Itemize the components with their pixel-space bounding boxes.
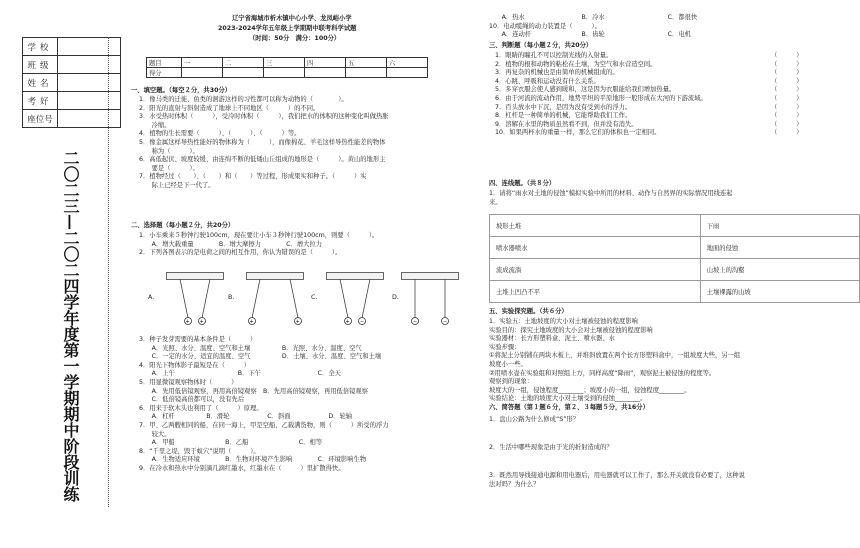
judge-item: 2．植物的根和动物的粘松在土壤，为空气和水营造空间。 （ ） bbox=[495, 60, 803, 68]
q2-line: 3．种子发芽需要的基本条件是（ ） bbox=[139, 336, 257, 343]
info-field-exam-no[interactable] bbox=[58, 92, 121, 110]
q2-line: 较大。 bbox=[139, 430, 171, 438]
q2-line: 6．用来于软木头也利用了（ ）原理。 bbox=[139, 404, 263, 412]
score-cell[interactable] bbox=[346, 68, 387, 78]
conn-right-item[interactable]: 下雨 bbox=[700, 215, 859, 237]
score-cell[interactable] bbox=[305, 68, 346, 78]
q1-line: 际上已经是下一代了。 bbox=[139, 181, 215, 189]
sec5-line: 1．实验五：土地坡度的大小对土壤被侵蚀的程度影响 bbox=[489, 318, 638, 325]
svg-text:−: − bbox=[443, 319, 448, 325]
score-header: 题目 bbox=[147, 58, 182, 68]
svg-text:+: + bbox=[345, 319, 350, 325]
sec5-line: 实验目的：探究土地坡度的大小会对土壤被侵蚀的程度影响 bbox=[489, 326, 653, 334]
judge-answer-box[interactable]: （ ） bbox=[771, 103, 803, 111]
info-label-name: 姓名 bbox=[23, 74, 58, 92]
q2-line: 2．下列各图表示的是电荷之间的相互作用，你认为错误的是（ ）。 bbox=[139, 249, 342, 257]
charge-diagram bbox=[146, 266, 466, 336]
diagram-d-strings bbox=[401, 266, 459, 330]
section-2-questions-top bbox=[139, 232, 378, 258]
q-line: A．连动杆 B．齿轮 C．电机 bbox=[489, 31, 691, 39]
score-cell[interactable] bbox=[223, 68, 264, 78]
svg-text:+: + bbox=[185, 319, 190, 325]
judge-item: 10．如果两杯水的重量一样，那么它们的体积也一定相同。 （ ） bbox=[495, 129, 803, 137]
judge-item: 6．由于河流的流动作用，地势平坦的平原地形一般形成在大河的下游流域。 （ ） bbox=[495, 94, 803, 102]
sec5-line: ②用喷水壶在实验组和对照组上方，同样高度“降雨”，观察泥土被侵蚀的程度等。 bbox=[489, 369, 716, 377]
judge-item: 9．溶解在水里的物质虽然看不到，但并没有消失。 （ ） bbox=[495, 120, 803, 128]
diagram-label-c: C. bbox=[311, 294, 318, 301]
judge-item: 5．多穿衣服会使人感到暖和，这是因为衣服能给我们增加热量。 （ ） bbox=[495, 86, 803, 94]
sec6-q2: 2．生活中哪些现象是由于光的折射造成的？ bbox=[489, 444, 613, 451]
section-6-title: 六、简答题（第１题６分，第２、３每题５分，共16分） bbox=[489, 404, 649, 411]
section-1-title: 一、填空题。（每空２分，共30分） bbox=[131, 87, 232, 94]
q1-line: 称为（ ）。 bbox=[139, 147, 199, 155]
judge-item: 3．再复杂的机械也是由简单的机械组成的。 （ ） bbox=[495, 69, 803, 77]
score-col-1: 一 bbox=[182, 58, 223, 68]
sec5-line: 观察到的现象： bbox=[489, 378, 534, 386]
score-table bbox=[146, 57, 428, 78]
school-name: 辽宁省海城市析木镇中心小学、龙凤峪小学 bbox=[232, 15, 352, 22]
q1-line: 5．像金属这样导热性能好的物体称为（ ），而像棉花、羊毛这样导热性能差的物体 bbox=[139, 138, 386, 146]
svg-text:−: − bbox=[413, 319, 418, 325]
q2-line: C．低倍镜高倍都可以，没有先后 bbox=[139, 396, 245, 404]
judge-answer-box[interactable]: （ ） bbox=[771, 60, 803, 68]
score-col-5: 五 bbox=[346, 58, 387, 68]
q2-line: 7．甲、乙两艘相同的船，在同一海上，甲是空船，乙载满货物，则（ ）所受的浮力 bbox=[139, 421, 389, 429]
q2-line: 8．“千里之堤，毁于蚁穴”说明（ ）。 bbox=[139, 447, 260, 455]
exam-meta: （时间：50分 满分：100分） bbox=[249, 35, 341, 42]
judge-answer-box[interactable]: （ ） bbox=[771, 112, 803, 120]
diagram-d bbox=[401, 266, 459, 328]
score-col-2: 二 bbox=[223, 58, 264, 68]
score-col-3: 三 bbox=[264, 58, 305, 68]
section-5-body bbox=[489, 318, 740, 404]
conn-right-item[interactable]: 土壤裸露的山坡 bbox=[700, 281, 859, 303]
conn-left-item[interactable]: 坡形土堆 bbox=[490, 215, 701, 237]
svg-text:+: + bbox=[295, 319, 300, 325]
conn-right-item[interactable]: 地面的侵蚀 bbox=[700, 237, 859, 259]
section-4-intro-line: 来。 bbox=[489, 198, 502, 206]
info-field-seat[interactable] bbox=[58, 110, 121, 128]
diagram-label-a: A. bbox=[148, 294, 155, 301]
judge-item: 1．眼睛的瞳孔不可以控制光线的入射量。 （ ） bbox=[495, 52, 803, 59]
q1-line: 1．像马类的迁徙、鱼类的洄游这样的习性都可以称为动物的（ ）。 bbox=[139, 96, 348, 103]
section-4-intro-line: 1．请将“雨水对土地的侵蚀”模拟实验中所用的材料、动作与自然界的实际情况用线连起 bbox=[489, 190, 733, 197]
section-4-title: 四、连线题。（共８分） bbox=[489, 180, 556, 187]
q2-line: A．上午 B．下午 C．全天 bbox=[139, 370, 341, 378]
q2-line: A．生物适应环境 B．生物对环境产生影响 C．环境影响生物 bbox=[139, 456, 367, 464]
sec6-q3-line2: 法对吗？为什么？ bbox=[489, 481, 540, 488]
diagram-c bbox=[326, 266, 384, 328]
q1-line: 7．植物经过（ ）、（ ）和（ ）等过程，形成果实和种子。（ ）实 bbox=[139, 173, 367, 181]
binding-line bbox=[108, 37, 109, 507]
q-line: A．热水 B．冷水 C．都很快 bbox=[489, 14, 698, 21]
side-banner: 二〇二三—二〇二四学年度第一学期期中阶段训练 bbox=[61, 150, 80, 502]
diagram-b-strings bbox=[246, 266, 304, 330]
q2-line: 5．用显微镜观察物体时（ ） bbox=[139, 378, 238, 386]
sec6-q3-line1: 3．既然用导线接通电源和用电器后，用电器就可以工作了，那么开关就没有必要了，这种说 bbox=[489, 472, 745, 479]
sec5-line: 实验结论：土地的坡度大小对土壤受到的侵蚀________。 bbox=[489, 395, 647, 403]
diagram-label-b: B. bbox=[228, 294, 235, 301]
conn-left-item[interactable]: 流成流淌 bbox=[490, 259, 701, 281]
q1-line: 3．水受热时体积（ ），受冷时体积（ ），我们把水的体积的这种变化叫做热胀 bbox=[139, 113, 389, 121]
q1-line: 冷缩。 bbox=[139, 121, 171, 129]
score-cell[interactable] bbox=[182, 68, 223, 78]
info-field-school[interactable] bbox=[58, 38, 121, 56]
score-cell[interactable] bbox=[264, 68, 305, 78]
judge-answer-box[interactable]: （ ） bbox=[771, 69, 803, 77]
student-info-table bbox=[22, 37, 121, 128]
sec5-line: ①将泥土分别铺在两块木板上，并堆斜放置在两个长方形塑料盒中，一组坡度大些，另一组 bbox=[489, 352, 741, 360]
q2-line: A．增大载重量 B．增大摩擦力 C．增大拉力 bbox=[139, 240, 323, 248]
q1-line: 4．植物的生长需要（ ）、（ ）、（ ）等。 bbox=[139, 130, 301, 138]
conn-left-item[interactable]: 喷水器喷水 bbox=[490, 237, 701, 259]
connection-table bbox=[489, 214, 860, 303]
info-field-name[interactable] bbox=[58, 74, 121, 92]
info-label-seat: 座位号 bbox=[23, 110, 58, 128]
diagram-c-strings bbox=[326, 266, 384, 330]
q1-line: 要是（ ）。 bbox=[139, 164, 199, 172]
diagram-label-d: D. bbox=[392, 294, 399, 301]
q2-line: A．先用低倍镜观察，再用高倍镜观察 B．先用高倍镜观察，再用低倍镜观察 bbox=[139, 387, 369, 395]
diagram-a bbox=[166, 266, 224, 328]
diagram-b bbox=[246, 266, 304, 328]
q-line: 10．电动缆绳的动力装置是（ ）。 bbox=[489, 22, 601, 30]
judge-answer-box[interactable]: （ ） bbox=[771, 86, 803, 94]
right-top-lines bbox=[489, 14, 697, 40]
section-3-questions bbox=[495, 52, 835, 138]
score-cell[interactable] bbox=[387, 68, 428, 78]
q2-line: 4．阳光下物体影子最短是在（ ） bbox=[139, 361, 251, 369]
score-col-4: 四 bbox=[305, 58, 346, 68]
info-label-school: 学校 bbox=[23, 38, 58, 56]
section-4-intro bbox=[489, 190, 733, 207]
judge-item: 8．杠杆是一种简单的机械，它能帮助我们工作。 （ ） bbox=[495, 112, 803, 120]
section-3-title: 三、判断题（每小题２分，共20分） bbox=[489, 42, 593, 49]
q2-line: 9．在冷水和热水中分别滴几滴红墨水，红墨水在（ ）里扩散得快。 bbox=[139, 464, 345, 472]
sec5-line: 实验器材：长方形塑料盒、泥土、喷水器、水 bbox=[489, 335, 615, 343]
exam-title: 2023-2024学年五年级上学期期中联考科学试题 bbox=[218, 25, 357, 32]
section-2-questions-bottom bbox=[139, 336, 389, 474]
info-label-exam-no: 考好 bbox=[23, 92, 58, 110]
q2-line: C．一定的水分、适宜的温度、空气 D．土壤、水分、温度、空气和土壤 bbox=[139, 353, 382, 361]
q2-line: 1．小车乘来５秒钟行驶100cm，现在要让小车３秒钟行驶100cm，则要（ ）。 bbox=[139, 232, 379, 239]
section-5-title: 五、实验探究题。（共６分） bbox=[489, 308, 568, 315]
svg-text:+: + bbox=[199, 319, 204, 325]
conn-right-item[interactable]: 山坡上的沟壑 bbox=[700, 259, 859, 281]
judge-answer-box[interactable]: （ ） bbox=[771, 129, 803, 137]
sec5-line: 实验步骤： bbox=[489, 343, 521, 351]
judge-answer-box[interactable]: （ ） bbox=[771, 120, 803, 128]
svg-text:−: − bbox=[360, 319, 365, 325]
q2-line: A．杠杆 B．滑轮 C．斜面 D．轮轴 bbox=[139, 413, 353, 421]
q2-line: A．甲船 B．乙船 C．相等 bbox=[139, 439, 323, 447]
score-row-label: 得分 bbox=[147, 68, 182, 78]
judge-item: 4．心跳、呼吸和运动没有什么关系。 （ ） bbox=[495, 77, 803, 85]
judge-answer-box[interactable]: （ ） bbox=[771, 77, 803, 85]
section-1-questions bbox=[139, 96, 389, 191]
judge-answer-box[interactable]: （ ） bbox=[771, 52, 803, 59]
sec5-line: 坡度小一些。 bbox=[489, 360, 527, 368]
info-label-class: 班级 bbox=[23, 56, 58, 74]
q2-line: A．光照、水分、温度、空气和土壤 B．光照、水分、温度、空气 bbox=[139, 344, 362, 352]
sec5-line: 坡度大的一组，侵蚀程度________；坡度小的一组，侵蚀程度________。 bbox=[489, 386, 691, 394]
conn-left-item[interactable]: 土堆上凹凸不平 bbox=[490, 281, 701, 303]
judge-item: 7．百头放水中下沉，是因为没有受到水的浮力。 （ ） bbox=[495, 103, 803, 111]
q1-line: 6．高低起伏、坡度较缓、由连绵不断的低矮山丘组成的地形是（ ）。黄山的地形主 bbox=[139, 156, 386, 164]
q1-line: 2．阳光的直射与斜射造成了地球上不同地区（ ）的不同。 bbox=[139, 104, 320, 112]
score-col-6: 六 bbox=[387, 58, 428, 68]
sec6-q1: 1．盘山公路为什么修成“S”形？ bbox=[489, 416, 580, 423]
judge-answer-box[interactable]: （ ） bbox=[771, 94, 803, 102]
info-field-class[interactable] bbox=[58, 56, 121, 74]
svg-text:+: + bbox=[249, 319, 254, 325]
section-2-title: 二、选择题（每小题２分，共20分） bbox=[131, 222, 235, 229]
diagram-a-strings bbox=[166, 266, 224, 330]
